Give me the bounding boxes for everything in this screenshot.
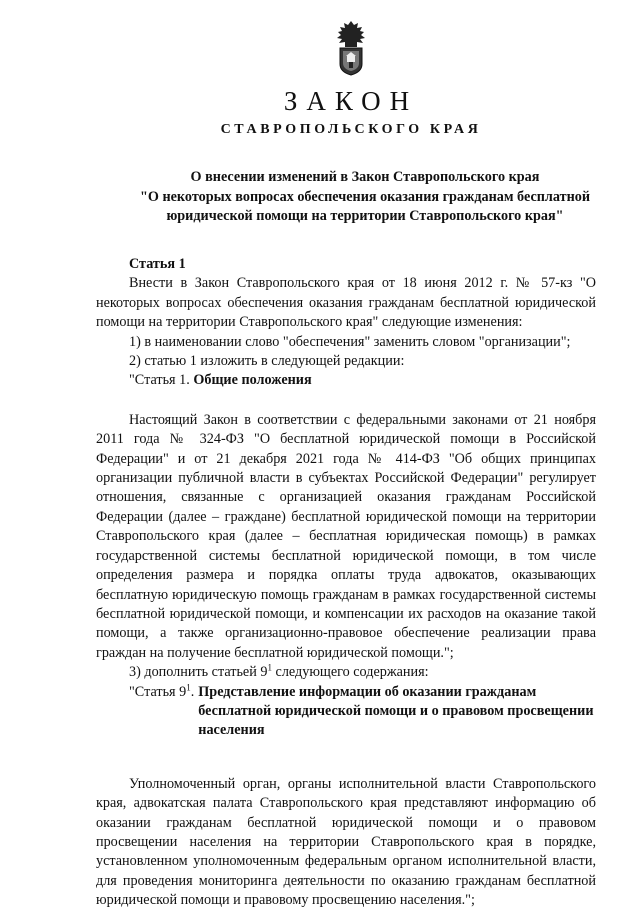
- article-9-1-lead: "Статья 9: [129, 683, 187, 700]
- law-heading: [140, 168, 590, 227]
- law-subtitle: СТАВРОПОЛЬСКОГО КРАЯ: [220, 122, 482, 137]
- amendment-item-1: 1) в наименовании слово "обеспечения" заменить словом "организации";: [129, 333, 571, 350]
- heading-line: юридической помощи на территории Ставропольского края": [166, 208, 564, 224]
- heading-line: "О некоторых вопросах обеспечения оказания гражданам бесплатной: [140, 188, 591, 205]
- article-1-title: Статья 1: [129, 256, 186, 272]
- coat-of-arms-emblem: [331, 20, 371, 76]
- law-body: [96, 255, 596, 911]
- amendment-item-2: 2) статью 1 изложить в следующей редакции:: [129, 353, 405, 370]
- new-article-1-text: Настоящий Закон в соответствии с федеральными законами от 21 ноября 2011 года № 324-ФЗ "О бесплатной юридической помощи в Российской Федерации" и от 21 декабря 2021 года № 414-ФЗ "Об общих принципах организации публичной власти в субъектах Российской Федерации" регулирует отношения, связанные с организацией оказания гражданам Российской Федерации (далее – граждане) бесплатной юридической помощи на территории Ставропольского края (далее – бесплатная юридическая помощь) в рамках государственной системы бесплатной юридической помощи, в том числе определения размера и порядка оплаты труда адвокатов, оказывающих бесплатную юридическую помощь гражданам в рамках государственной системы бесплатной юридической помощи, и компенсации их расходов на оказание такой помощи, а также организационно-правовое обеспечение реализации права граждан на получение бесплатной юридической помощи.";: [96, 411, 596, 661]
- new-article-1-title: [96, 371, 596, 390]
- new-article-9-1-name: Представление информации об оказании гражданам бесплатной юридической помощи и о правовом просвещении населения: [198, 683, 594, 739]
- law-title: ЗАКОН: [283, 86, 419, 116]
- new-article-1-prefix: "Статья 1.: [129, 372, 194, 389]
- amendment-item-3-suffix: следующего содержания:: [271, 664, 429, 681]
- superscript: 1: [186, 681, 191, 692]
- new-article-1-name: Общие положения: [193, 372, 312, 389]
- superscript: 1: [267, 662, 272, 673]
- new-article-9-1-label: [129, 683, 194, 741]
- new-article-9-1-text: Уполномоченный орган, органы исполнительной власти Ставропольского края, адвокатская палата Ставропольского края представляют информацию об оказании гражданам бесплатной юридической помощи и о правовом просвещении населения на территории Ставропольского края в порядке, установленном уполномоченным федеральным органом исполнительной власти, для проведения мониторинга деятельности по оказанию гражданам бесплатной юридической помощи и правовому просвещению населения.";: [96, 775, 596, 909]
- article-9-1-dot: .: [190, 683, 195, 700]
- article-1-intro: Внести в Закон Ставропольского края от 18 июня 2012 г. № 57-кз "О некоторых вопросах обеспечения оказания гражданам бесплатной юридической помощи на территории Ставропольского края" следующие изменения:: [96, 275, 596, 331]
- amendment-item-3: [96, 663, 596, 682]
- amendment-item-3-prefix: 3) дополнить статьей 9: [129, 664, 268, 681]
- new-article-9-1-title: [96, 683, 596, 741]
- heading-line: О внесении изменений в Закон Ставропольского края: [190, 169, 540, 185]
